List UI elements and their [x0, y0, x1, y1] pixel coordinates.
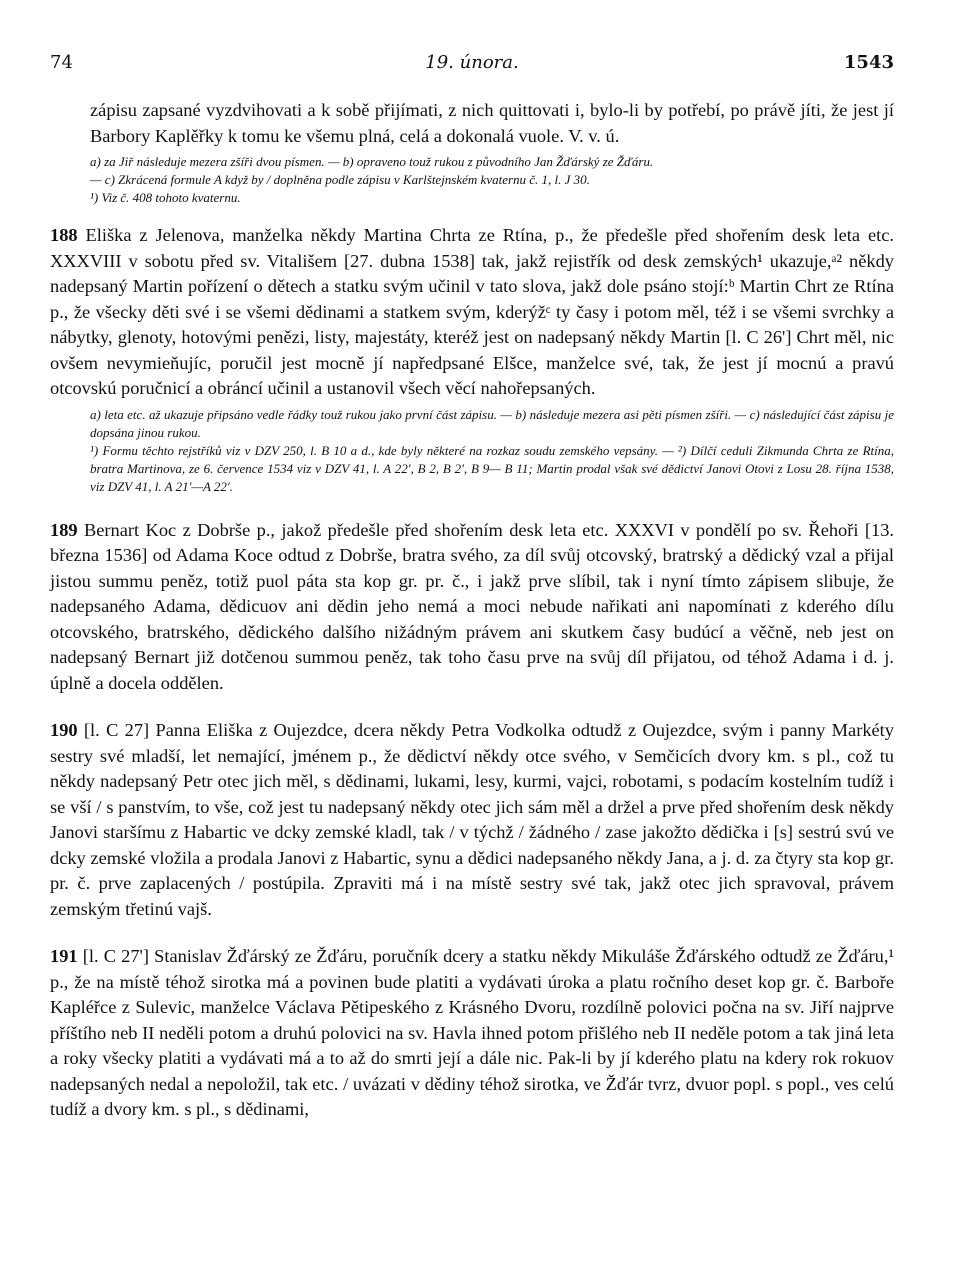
- entry-191: [50, 944, 894, 1123]
- header-date: 19. února.: [425, 52, 519, 73]
- footnote-line: a) za Jiř následuje mezera zšíři dvou písmen. — b) opraveno touž rukou z původního Jan Žďárský ze Žďáru.: [90, 154, 654, 169]
- entry-number: 190: [50, 720, 78, 740]
- entry-footnotes: [50, 406, 894, 496]
- entry-paragraph: [50, 223, 894, 402]
- entry-190: [50, 718, 894, 922]
- entry-paragraph: [50, 518, 894, 697]
- entry-paragraph: [50, 718, 894, 922]
- entry-text: [l. C 27'] Stanislav Žďárský ze Žďáru, poručník dcery a statku někdy Mikuláše Žďárského odtudž ze Žďáru,¹ p., že na místě téhož sirotka má a povinen bude platiti a vydávati úroka a platu ročního deset kop gr. č. Barboře Kapléřce z Sulevic, manželce Václava Pětipeského z Krásného Dvoru, rozdílně polovici počna na sv. Jiří najprve příštího neb II neděli potom a druhú polovici na sv. Havla ihned potom přišlého neb II neděle potom a tak jiná leta a roky všecky platiti a vydávati má a to až do smrti její a dále nic. Pak-li by jí kderého platu na kdery rok rokuov nadepsaných nedal a nepoložil, tak etc. / uvázati v dědiny téhož sirotka, ve Žďár tvrz, dvuor popl. s popl., ves celú tudíž a dvory km. s pl., s dědinami,: [50, 946, 894, 1119]
- running-header: [50, 52, 894, 78]
- intro-footnotes: [50, 153, 894, 207]
- entry-paragraph: [50, 944, 894, 1123]
- entry-number: 188: [50, 225, 78, 245]
- footnote-line: a) leta etc. až ukazuje připsáno vedle řádky touž rukou jako první část zápisu. — b) následuje mezera asi pěti písmen zšíři. — c) následující část zápisu je dopsána jinou rukou.: [90, 406, 894, 440]
- page-number: 74: [50, 52, 73, 73]
- entry-188: [50, 223, 894, 496]
- footnote-line: ¹) Viz č. 408 tohoto kvaternu.: [90, 190, 241, 205]
- entry-text: [l. C 27] Panna Eliška z Oujezdce, dcera někdy Petra Vodkolka odtudž z Oujezdce, svým i panny Markéty sestry své mladší, let nemající, jménem p., že dědictví někdy otce svého, v Semčicích dvory km. s pl., což tu někdy nadepsaný Petr otec jich měl, s dědinami, lukami, lesy, kurmi, vajci, robotami, s podacím kostelním tudíž i se vší / s panstvím, to vše, což jest tu nadepsaný někdy otec jich sám měl a držel a prve před shořením desk někdy Janovi staršímu z Habartic ve dcky zemské kladl, tak / v týchž / žádného / zase jakožto dědička i [s] sestrú svú ve dcky zemské vložila a prodala Janovi z Habartic, synu a dědici nadepsaného někdy Jana, a j. d. za čtyry sta kop gr. pr. č. prve zaplacených / postúpila. Zpraviti má i na místě sestry své tak, jakž otec jich spravoval, právem zemským třetinú vajš.: [50, 720, 894, 919]
- entry-text: Eliška z Jelenova, manželka někdy Martina Chrta ze Rtína, p., že předešle před shořením desk leta etc. XXXVIII v sobotu před sv. Vitališem [27. dubna 1538] tak, jakž rejistřík od desk zemských¹ ukazuje,ᵃ² někdy nadepsaný Martin pořízení o dětech a statku svým učinil v tato slova, jakž dole psáno stojí:ᵇ Martin Chrt ze Rtína p., že všecky děti své i se všemi dědinami a statkem svým, kderýžᶜ ty časy i potom měl, též i se všemi svrchky a nábytky, glenoty, hotovými penězi, listy, majestáty, kteréž jest on nadepsaný někdy Martin [l. C 26'] Chrt měl, nic ovšem nevymieňujíc, poručil jest mocně jí napředpsané Elšce, manželce své, tak, že jest jí mocnú a pravú otcovskú poručnicí a obráncí učinil a ustanovil všech věcí nahořepsaných.: [50, 225, 895, 398]
- header-year: 1543: [843, 52, 894, 73]
- entry-number: 189: [50, 519, 78, 540]
- page-content: [50, 98, 894, 1123]
- footnote-line: — c) Zkrácená formule A když by / doplněna podle zápisu v Karlštejnském kvaternu č. 1, l. J 30.: [90, 172, 590, 187]
- entry-text: Bernart Koc z Dobrše p., jakož předešle před shořením desk leta etc. XXXVI v pondělí po sv. Řehoři [13. března 1536] od Adama Koce odtud z Dobrše, bratra svého, za díl svůj otcovský, bratrský a dědický vzal a přijal jistou summu peněz, totiž puol páta sta kop gr. pr. č., i jakž prve slíbil, tak i nyní tímto zápisem slibuje, že nadepsaného Adama, dědicuov ani dědin jeho nemá a moci nebude nařikati ani napomínati z kderého dílu otcovského, bratrského, dědického dalšího nižádným právem ani skutkem časy budúcí a věčně, neb jest on nadepsaný Bernart již dotčenou summou peněz, tak toho času prve na svůj díl přijatou, od téhož Adama i d. j. úplně a docela oddělen.: [50, 519, 894, 693]
- intro-paragraph: zápisu zapsané vyzdvihovati a k sobě přijímati, z nich quittovati i, bylo-li by potřebí, po právě jíti, že jest jí Barbory Kaplěřky k tomu ke všemu plná, celá a dokonalá vuole. V. v. ú.: [90, 100, 894, 146]
- entry-189: [50, 518, 894, 697]
- footnote-line: ¹) Formu těchto rejstříků viz v DZV 250, l. B 10 a d., kde byly některé na rozkaz soudu zemského vepsány. — ²) Dílčí ceduli Zikmunda Chrta ze Rtína, bratra Martinova, ze 6. července 1534 viz v DZV 41, l. A 22', B 2, B 2', B 9— B 11; Martin prodal však své dědictví Janovi Otovi z Losu 28. října 1538, viz DZV 41, l. A 21'—A 22'.: [90, 442, 894, 494]
- entry-number: 191: [50, 946, 78, 966]
